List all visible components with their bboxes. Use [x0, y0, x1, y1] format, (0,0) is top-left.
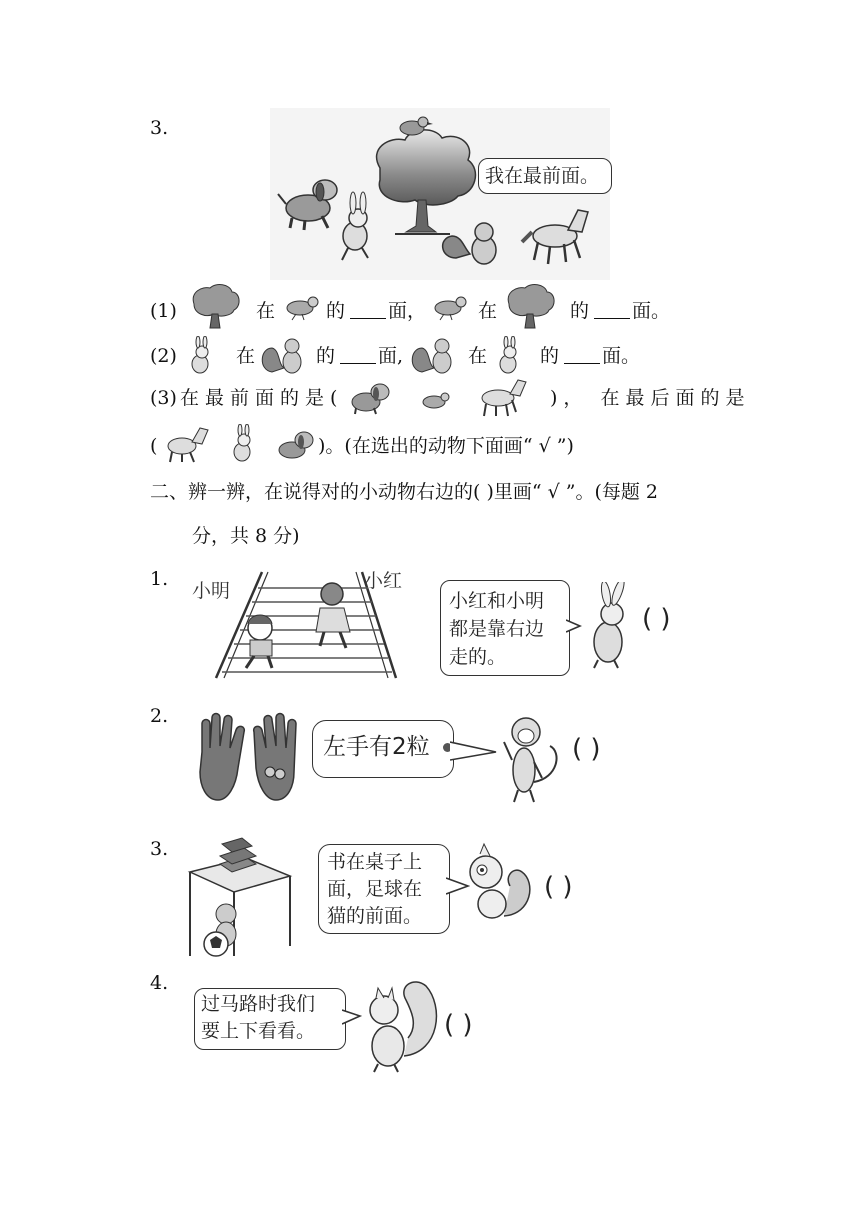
- word: 面，: [388, 300, 427, 322]
- question-text: 在最前面的是(: [180, 387, 344, 409]
- word: 面。: [602, 345, 641, 367]
- word: 在: [256, 300, 276, 322]
- word: 面。: [632, 300, 671, 322]
- speech-bubble: [440, 580, 570, 676]
- answer-blank[interactable]: [350, 302, 386, 319]
- answer-paren[interactable]: ( ): [642, 604, 671, 634]
- word: 的: [316, 345, 336, 367]
- sub-question-number: (3): [150, 387, 177, 409]
- horse-icon[interactable]: [162, 424, 210, 464]
- horse-icon[interactable]: [474, 376, 530, 418]
- answer-blank[interactable]: [594, 302, 630, 319]
- question-text: )， 在最后面的是: [550, 387, 751, 409]
- dog-icon[interactable]: [346, 378, 396, 416]
- squirrel-icon: [408, 334, 458, 376]
- tree-icon: [188, 282, 242, 330]
- sub-question-number: (1): [150, 300, 177, 322]
- word: 的: [570, 300, 590, 322]
- bird-icon[interactable]: [418, 388, 454, 414]
- speech-line: 小红和小明: [449, 590, 545, 612]
- instruction-text: )。(在选出的动物下面画“ √ ”): [318, 435, 574, 457]
- rabbit-icon: [584, 582, 640, 670]
- paren-open: (: [150, 435, 158, 457]
- rabbit-icon: [494, 336, 524, 376]
- speech-bubble: [312, 720, 454, 778]
- word: 在: [236, 345, 256, 367]
- word: 在: [468, 345, 488, 367]
- squirrel-icon: [258, 334, 308, 376]
- item-number: 1.: [150, 568, 169, 590]
- dog-icon[interactable]: [274, 428, 318, 462]
- boy-figure: [246, 615, 272, 668]
- football-icon: [204, 932, 228, 956]
- word: 在: [478, 300, 498, 322]
- item-number: 3.: [150, 838, 169, 860]
- bird-icon: [430, 292, 472, 322]
- speech-line: 走的。: [449, 646, 507, 668]
- scene-speech-text: 我在最前面。: [485, 165, 600, 187]
- squirrel-icon: [358, 976, 442, 1076]
- squirrel-icon: [464, 842, 536, 924]
- answer-paren[interactable]: ( ): [444, 1010, 473, 1040]
- hands-illustration: [192, 712, 304, 804]
- word: 的: [326, 300, 346, 322]
- speech-line: 过马路时我们: [201, 993, 316, 1015]
- speech-line: 要上下看看。: [201, 1020, 316, 1042]
- item-number: 2.: [150, 705, 169, 727]
- girl-figure: [316, 583, 350, 648]
- speech-line: 左手有2粒: [323, 734, 430, 760]
- rabbit-icon[interactable]: [228, 424, 258, 464]
- sub-question-number: (2): [150, 345, 177, 367]
- scene-speech-bubble: [478, 158, 612, 194]
- speech-line: 书在桌子上: [327, 851, 423, 873]
- section-heading: 二、辨一辨，在说得对的小动物右边的( )里画“ √ ”。(每题 2: [150, 481, 659, 503]
- word: 面,: [378, 345, 404, 367]
- tree-icon: [503, 282, 557, 330]
- bubble-tail: [566, 618, 582, 634]
- right-hand-icon: [254, 714, 296, 801]
- answer-paren[interactable]: ( ): [572, 734, 601, 764]
- rabbit-icon: [186, 336, 216, 376]
- speech-line: 都是靠右边: [449, 618, 545, 640]
- scene-illustration: [270, 108, 610, 280]
- label-xiaoming: 小明: [192, 580, 231, 602]
- monkey-icon: [500, 712, 564, 806]
- answer-blank[interactable]: [564, 347, 600, 364]
- question-number: 3.: [150, 117, 169, 139]
- word: 的: [540, 345, 560, 367]
- item-number: 4.: [150, 972, 169, 994]
- label-xiaohong: 小红: [364, 570, 403, 592]
- bird-icon: [282, 292, 324, 322]
- left-hand-icon: [200, 714, 244, 801]
- sub-question-1: [150, 300, 177, 322]
- speech-bubble: [318, 844, 450, 934]
- table-illustration: [186, 836, 296, 960]
- section-heading-cont: 分，共 8 分): [192, 525, 300, 547]
- speech-bubble: [194, 988, 346, 1050]
- bubble-tail: [450, 738, 498, 764]
- speech-line: 猫的前面。: [327, 905, 423, 927]
- speech-line: 面，足球在: [327, 878, 423, 900]
- answer-blank[interactable]: [340, 347, 376, 364]
- answer-paren[interactable]: ( ): [544, 872, 573, 902]
